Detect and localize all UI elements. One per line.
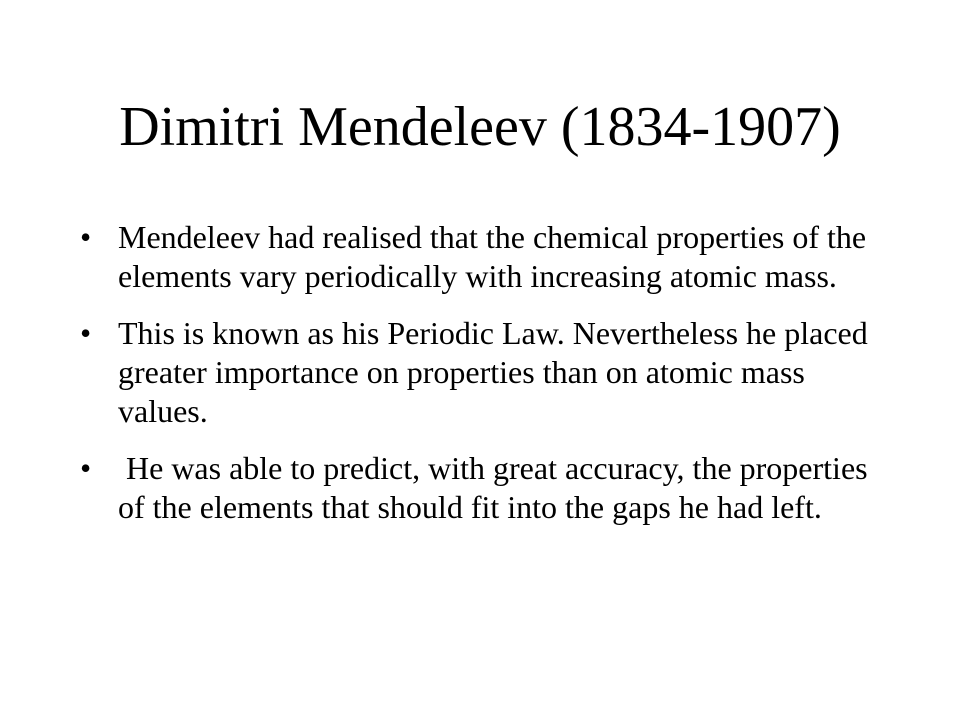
bullet-dot-icon: • — [80, 219, 92, 255]
bullet-dot-icon: • — [80, 315, 92, 351]
bullet-dot-icon: • — [80, 450, 92, 486]
bullet-item — [80, 449, 880, 527]
slide-title: Dimitri Mendeleev (1834-1907) — [119, 96, 841, 158]
bullet-text: Mendeleev had realised that the chemical properties of the elements vary periodically with increasing atomic mass. — [118, 219, 875, 294]
bullet-text: He was able to predict, with great accuracy, the properties of the elements that should fit into the gaps he had left. — [118, 450, 876, 525]
bullet-text: This is known as his Periodic Law. Nevertheless he placed greater importance on properties than on atomic mass values. — [118, 315, 876, 429]
bullet-item — [80, 218, 880, 296]
bullet-list — [80, 218, 880, 527]
bullet-item — [80, 314, 880, 431]
